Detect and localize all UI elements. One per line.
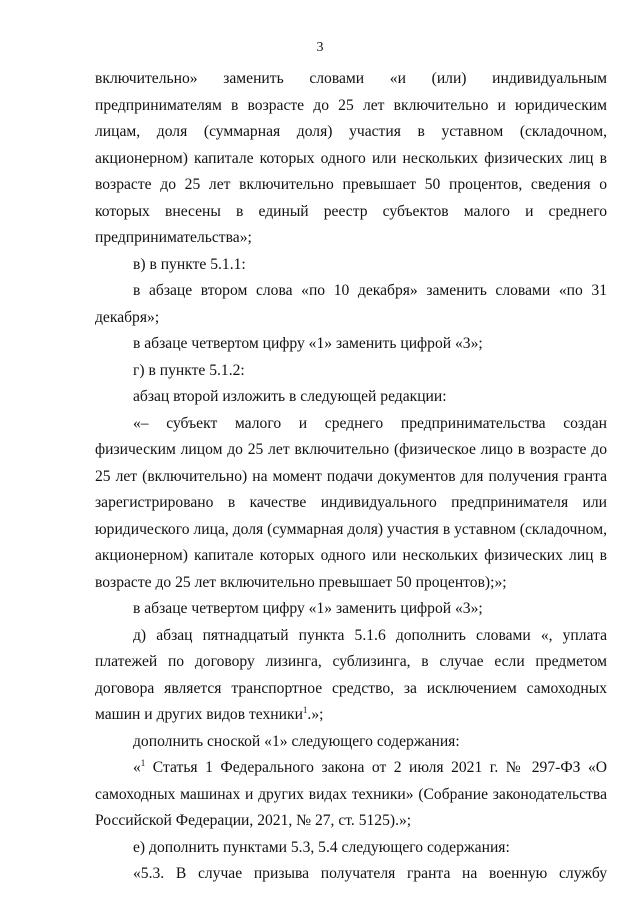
paragraph: в) в пункте 5.1.1:: [133, 255, 246, 273]
paragraph: «– субъект малого и среднего предпринимательства создан физическим лицом до 25 лет включительно (физическое лицо в возрасте до 25 лет (включительно) на момент подачи документов для получения гранта зарегистрировано в качестве индивидуального предпринимателя или юридического лица, доля (суммарная доля) участия в уставном (складочном, акционерном) капитале которых одного или нескольких физических лиц в возрасте до 25 лет включительно превышает 50 процентов);»;: [95, 414, 607, 591]
paragraph: г) в пункте 5.1.2:: [133, 361, 245, 379]
document-body: [95, 66, 607, 888]
paragraph-text: Статья 1 Федерального закона от 2 июля 2021 г. № 297-ФЗ «О самоходных машинах и других видах техники» (Собрание законодательства Российской Федерации, 2021, № 27, ст. 5125).»;: [95, 759, 607, 829]
paragraph: в абзаце четвертом цифру «1» заменить цифрой «3»;: [133, 600, 483, 617]
paragraph: включительно» заменить словами «и (или) индивидуальным предпринимателям в возрасте до 25 лет включительно и юридическим лицам, доля (суммарная доля) участия в уставном (складочном, акционерном) капитале которых одного или нескольких физических лиц в возрасте до 25 лет включительно превышает 50 процентов, сведения о которых внесены в единый реестр субъектов малого и среднего предпринимательства»;: [95, 70, 607, 246]
paragraph: в абзаце четвертом цифру «1» заменить цифрой «3»;: [133, 335, 483, 352]
footnote-marker: 1: [140, 757, 146, 768]
paragraph: «5.3. В случае призыва получателя гранта на военную службу: [133, 865, 607, 882]
paragraph: [95, 623, 607, 729]
paragraph: [95, 755, 607, 835]
paragraph: абзац второй изложить в следующей редакции:: [133, 388, 447, 405]
page-number: 3: [316, 40, 324, 55]
paragraph: е) дополнить пунктами 5.3, 5.4 следующего содержания:: [133, 838, 510, 856]
paragraph-text: .»;: [307, 706, 324, 723]
footnote-marker: 1: [302, 704, 308, 715]
paragraph: в абзаце втором слова «по 10 декабря» заменить словами «по 31 декабря»;: [95, 282, 607, 326]
paragraph: дополнить сноской «1» следующего содержания:: [133, 732, 460, 750]
paragraph-text: «: [133, 759, 141, 776]
paragraph-text: д) абзац пятнадцатый пункта 5.1.6 дополнить словами «, уплата платежей по договору лизинга, сублизинга, в случае если предметом договора является транспортное средство, за исключением самоходных машин и других видов техники: [95, 626, 607, 723]
